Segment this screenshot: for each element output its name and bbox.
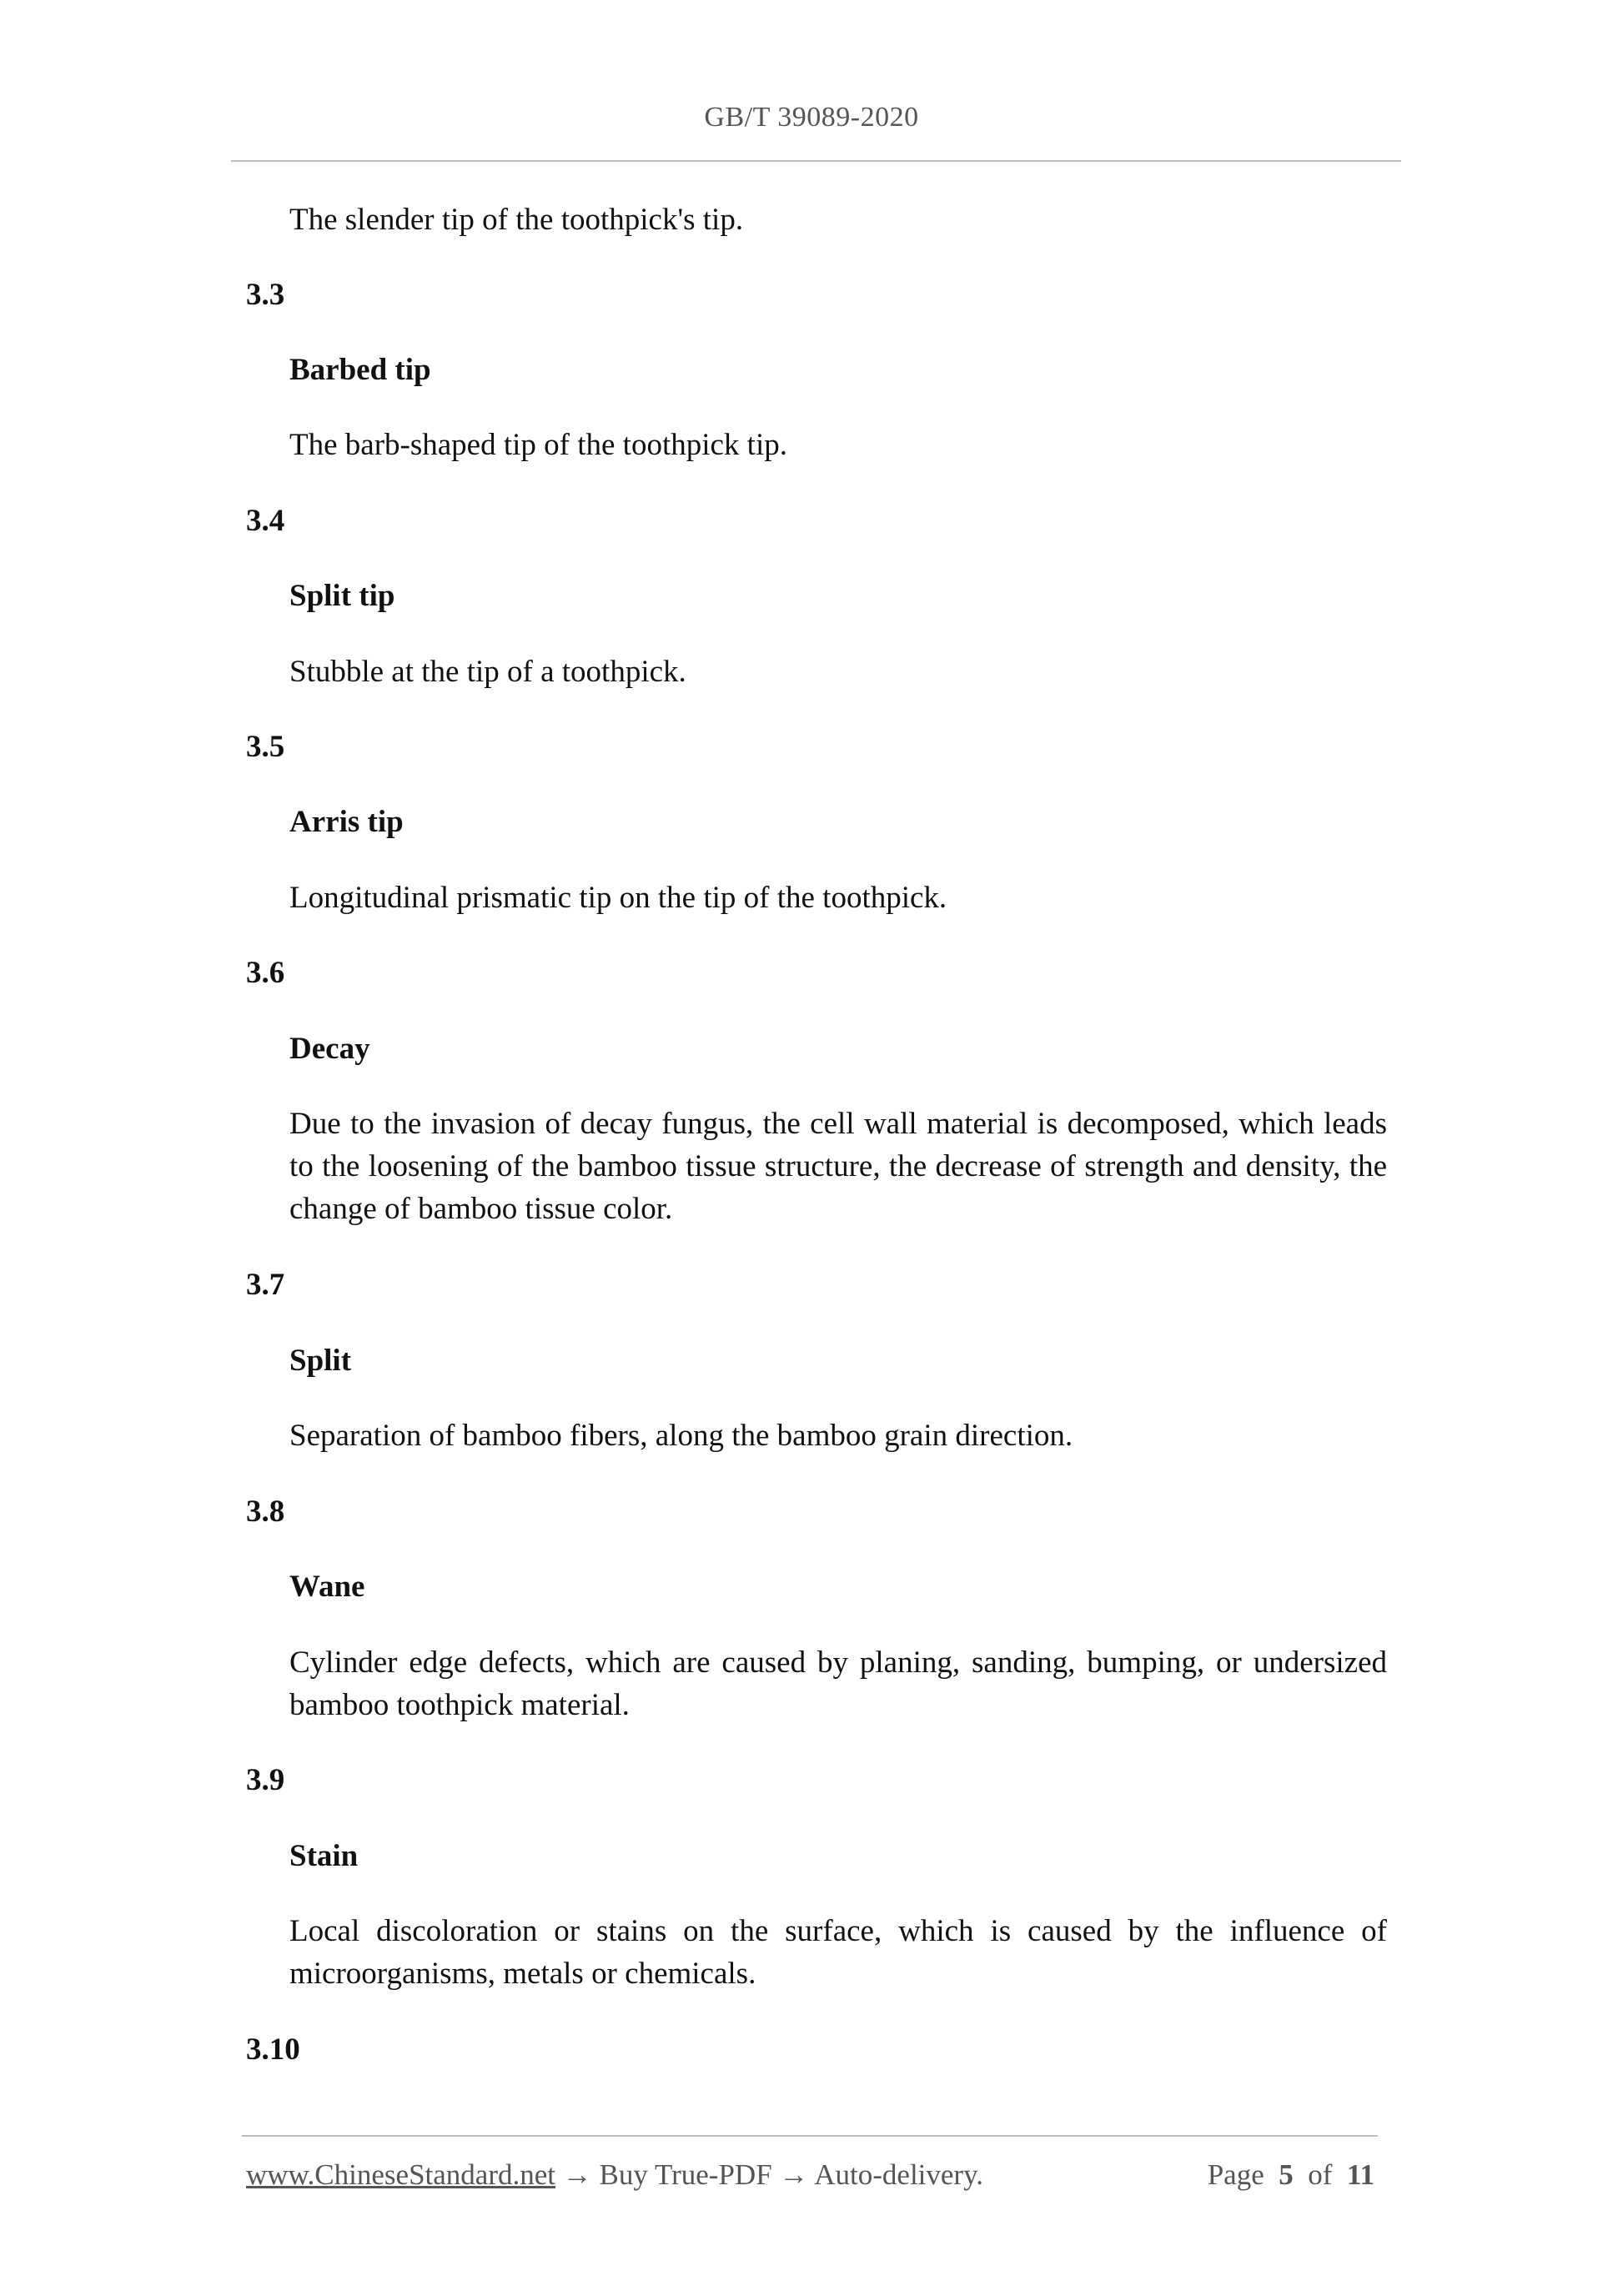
term-split-tip: Split tip [289, 579, 395, 613]
page-of: of [1308, 2158, 1333, 2191]
definition-decay: Due to the invasion of decay fungus, the cell wall material is decomposed, which leads to the loosening of the bamboo tissue structure, the decrease of strength and density, the change of bamboo tissue color. [289, 1107, 1387, 1226]
arrow-right-icon: → [779, 2158, 809, 2191]
page-label: Page [1207, 2158, 1264, 2191]
definition-arris-tip: Longitudinal prismatic tip on the tip of the toothpick. [289, 881, 947, 915]
footer-promo [246, 2158, 983, 2192]
definition-split: Separation of bamboo fibers, along the bamboo grain direction. [289, 1419, 1073, 1453]
arrow-right-icon: → [562, 2158, 592, 2191]
page-indicator [1208, 2158, 1374, 2192]
term-wane: Wane [289, 1570, 365, 1604]
term-split: Split [289, 1344, 352, 1378]
term-decay: Decay [289, 1032, 370, 1066]
clause-number-3-8: 3.8 [246, 1495, 285, 1529]
definition-stain: Local discoloration or stains on the surface, which is caused by the influence of microorganisms, metals or chemicals. [289, 1914, 1387, 1991]
footer-delivery-text: Auto-delivery. [814, 2158, 984, 2191]
header-divider [231, 160, 1401, 162]
term-barbed-tip: Barbed tip [289, 353, 431, 387]
definition-wane: Cylinder edge defects, which are caused by planing, sanding, bumping, or undersized bamboo toothpick material. [289, 1645, 1387, 1722]
clause-number-3-7: 3.7 [246, 1268, 285, 1302]
clause-number-3-9: 3.9 [246, 1763, 285, 1797]
page-total: 11 [1346, 2158, 1374, 2191]
clause-number-3-10: 3.10 [246, 2032, 300, 2067]
intro-definition: The slender tip of the toothpick's tip. [289, 203, 744, 237]
clause-number-3-6: 3.6 [246, 956, 285, 990]
clause-number-3-4: 3.4 [246, 504, 285, 538]
footer-divider [242, 2135, 1378, 2137]
clause-number-3-5: 3.5 [246, 730, 285, 764]
document-header-id: GB/T 39089-2020 [704, 102, 919, 133]
clause-number-3-3: 3.3 [246, 278, 285, 312]
term-stain: Stain [289, 1839, 359, 1873]
definition-split-tip: Stubble at the tip of a toothpick. [289, 655, 686, 689]
term-arris-tip: Arris tip [289, 805, 404, 839]
page-current: 5 [1279, 2158, 1294, 2191]
chinese-standard-link[interactable]: www.ChineseStandard.net [246, 2158, 555, 2191]
definition-barbed-tip: The barb-shaped tip of the toothpick tip. [289, 428, 787, 462]
footer-buy-text: Buy True-PDF [599, 2158, 772, 2191]
